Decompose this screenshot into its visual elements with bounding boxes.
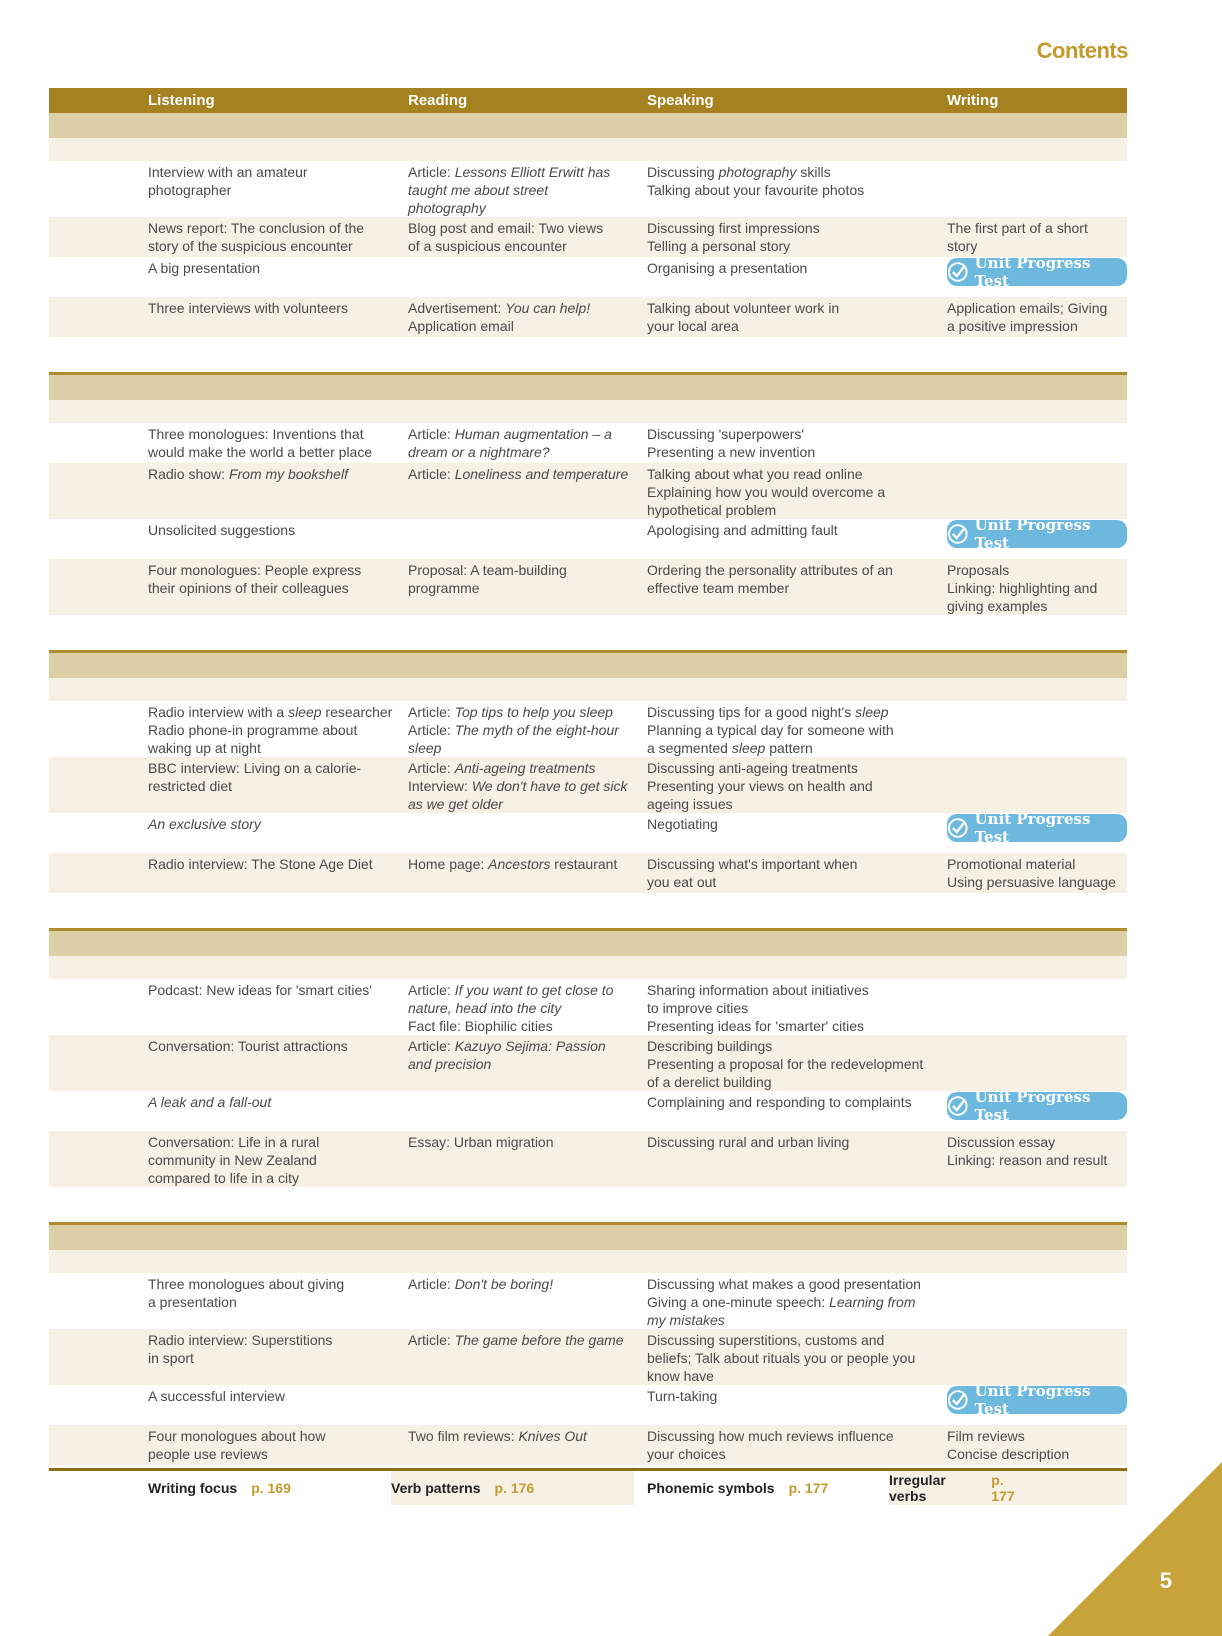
cell-line: Discussing rural and urban living: [647, 1134, 850, 1150]
cell-speaking: [647, 1133, 937, 1151]
cell-line: Discussing first impressions: [647, 220, 820, 236]
check-icon: [947, 1095, 969, 1117]
unit-spacer: [49, 615, 1127, 650]
footer-references: [49, 1468, 1127, 1505]
cell-line: Article: Lessons Elliott Erwitt has: [408, 164, 611, 180]
cell-listening: [148, 1387, 398, 1405]
cell-line: Discussing anti-ageing treatments: [647, 760, 858, 776]
cell-line: Blog post and email: Two views: [408, 220, 604, 236]
cell-line: compared to life in a city: [148, 1170, 299, 1186]
table-header: [49, 88, 1127, 113]
cell-line: Using persuasive language: [947, 874, 1116, 890]
cell-line: Talking about what you read online: [647, 466, 863, 482]
unit-subband: [49, 678, 1127, 701]
cell-line: you eat out: [647, 874, 717, 890]
table-row: [49, 1035, 1127, 1091]
footer-label: Writing focus: [148, 1480, 238, 1496]
check-icon: [947, 261, 969, 283]
cell-reading: [408, 425, 638, 461]
cell-line: Presenting a new invention: [647, 444, 816, 460]
table-row: [49, 853, 1127, 893]
unit-subband: [49, 956, 1127, 979]
table-row: [49, 1273, 1127, 1329]
header-speaking: Speaking: [647, 92, 714, 109]
table-row: [49, 1382, 1127, 1425]
cell-line: hypothetical problem: [647, 502, 777, 518]
cell-listening: [148, 259, 398, 277]
table-row: [49, 161, 1127, 217]
cell-line: Article: The game before the game: [408, 1332, 624, 1348]
check-icon: [947, 817, 969, 839]
cell-listening: [148, 703, 398, 757]
cell-line: of a derelict building: [647, 1074, 772, 1090]
table-row: [49, 1131, 1127, 1187]
cell-line: Radio show: From my bookshelf: [148, 466, 348, 482]
cell-speaking: [647, 1427, 937, 1463]
cell-line: Describing buildings: [647, 1038, 773, 1054]
cell-line: Discussing tips for a good night's sleep: [647, 704, 889, 720]
cell-speaking: [647, 759, 937, 813]
unit-band: [49, 372, 1127, 400]
cell-listening: [148, 521, 398, 539]
cell-line: Linking: highlighting and: [947, 580, 1098, 596]
cell-speaking: [647, 465, 937, 519]
cell-line: Article: Top tips to help you sleep: [408, 704, 613, 720]
table-row: [49, 217, 1127, 257]
cell-line: Podcast: New ideas for 'smart cities': [148, 982, 372, 998]
cell-line: Apologising and admitting fault: [647, 522, 838, 538]
cell-line: A successful interview: [148, 1388, 285, 1404]
cell-reading: [408, 1133, 638, 1151]
cell-line: Article: Loneliness and temperature: [408, 466, 629, 482]
unit-progress-test-badge[interactable]: [947, 810, 1127, 846]
page-number: 5: [1159, 1568, 1172, 1593]
cell-line: nature, head into the city: [408, 1000, 562, 1016]
table-row: [49, 423, 1127, 463]
header-writing: Writing: [947, 92, 999, 109]
units-container: [49, 113, 1127, 1465]
footer-label: Verb patterns: [391, 1480, 481, 1496]
cell-line: Discussing superstitions, customs and: [647, 1332, 885, 1348]
cell-line: your choices: [647, 1446, 726, 1462]
cell-line: Application emails; Giving: [947, 300, 1108, 316]
cell-line: Article: Kazuyo Sejima: Passion: [408, 1038, 606, 1054]
table-row: [49, 757, 1127, 813]
cell-listening: [148, 1133, 398, 1187]
cell-listening: [148, 759, 398, 795]
footer-page: p. 169: [251, 1480, 291, 1496]
cell-line: Presenting your views on health and: [647, 778, 873, 794]
cell-speaking: [647, 1387, 937, 1405]
unit-subband: [49, 138, 1127, 161]
table-row: [49, 559, 1127, 615]
cell-line: Presenting a proposal for the redevelopment: [647, 1056, 924, 1072]
badge-label: Unit Progress Test: [974, 1382, 1091, 1418]
cell-line: people use reviews: [148, 1446, 268, 1462]
cell-line: Article: If you want to get close to: [408, 982, 614, 998]
cell-line: Conversation: Life in a rural: [148, 1134, 320, 1150]
table-row: [49, 979, 1127, 1035]
cell-listening: [148, 163, 398, 199]
cell-writing: [947, 561, 1127, 615]
cell-line: Complaining and responding to complaints: [647, 1094, 912, 1110]
header-listening: Listening: [148, 92, 215, 109]
cell-reading: [408, 703, 638, 757]
table-row: [49, 701, 1127, 757]
footer-page: p. 177: [991, 1472, 1015, 1504]
table-row: [49, 516, 1127, 559]
unit-spacer: [49, 337, 1127, 372]
cell-line: taught me about street: [408, 182, 549, 198]
cell-line: Unsolicited suggestions: [148, 522, 296, 538]
unit-subband: [49, 1250, 1127, 1273]
cell-line: Planning a typical day for someone with: [647, 722, 894, 738]
cell-line: A big presentation: [148, 260, 261, 276]
cell-reading: [408, 855, 638, 873]
cell-line: photography: [408, 200, 486, 216]
cell-line: and precision: [408, 1056, 492, 1072]
cell-speaking: [647, 299, 937, 335]
check-icon: [947, 1389, 969, 1411]
cell-line: An exclusive story: [148, 816, 261, 832]
cell-line: News report: The conclusion of the: [148, 220, 365, 236]
unit-band: [49, 113, 1127, 138]
table-row: [49, 810, 1127, 853]
cell-line: BBC interview: Living on a calorie-: [148, 760, 362, 776]
cell-line: Discussing 'superpowers': [647, 426, 805, 442]
cell-line: A leak and a fall-out: [148, 1094, 272, 1110]
cell-speaking: [647, 815, 937, 833]
cell-line: giving examples: [947, 598, 1048, 614]
cell-line: Radio phone-in programme about: [148, 722, 358, 738]
cell-listening: [148, 465, 398, 483]
unit-spacer: [49, 1187, 1127, 1222]
cell-speaking: [647, 425, 937, 461]
cell-listening: [148, 561, 398, 597]
cell-listening: [148, 425, 398, 461]
cell-line: Interview with an amateur: [148, 164, 308, 180]
footer-ref[interactable]: [391, 1471, 634, 1505]
cell-speaking: [647, 981, 937, 1035]
cell-line: Sharing information about initiatives: [647, 982, 869, 998]
cell-speaking: [647, 1093, 937, 1111]
cell-line: Ordering the personality attributes of an: [647, 562, 893, 578]
cell-speaking: [647, 855, 937, 891]
unit-progress-test-badge[interactable]: [947, 1382, 1127, 1418]
cell-line: Radio interview with a sleep researcher: [148, 704, 393, 720]
cell-line: of a suspicious encounter: [408, 238, 567, 254]
cell-line: in sport: [148, 1350, 194, 1366]
cell-listening: [148, 815, 398, 833]
footer-label: Phonemic symbols: [647, 1480, 775, 1496]
table-row: [49, 297, 1127, 337]
cell-speaking: [647, 561, 937, 597]
cell-line: Four monologues: People express: [148, 562, 362, 578]
cell-reading: [408, 981, 638, 1035]
footer-page: p. 177: [788, 1480, 829, 1496]
cell-line: Linking: reason and result: [947, 1152, 1108, 1168]
cell-speaking: [647, 1275, 937, 1329]
cell-line: Home page: Ancestors restaurant: [408, 856, 618, 872]
cell-line: Discussing what's important when: [647, 856, 858, 872]
footer-ref[interactable]: [647, 1471, 828, 1505]
cell-speaking: [647, 163, 937, 199]
cell-listening: [148, 855, 398, 873]
cell-listening: [148, 219, 398, 255]
cell-reading: [408, 299, 638, 335]
cell-line: Talking about volunteer work in: [647, 300, 840, 316]
cell-line: waking up at night: [148, 740, 261, 756]
cell-reading: [408, 163, 638, 217]
cell-line: sleep: [408, 740, 442, 756]
check-icon: [947, 523, 969, 545]
cell-line: Article: The myth of the eight-hour: [408, 722, 619, 738]
cell-reading: [408, 1427, 638, 1445]
cell-writing: [947, 855, 1127, 891]
cell-listening: [148, 981, 398, 999]
cell-line: ageing issues: [647, 796, 733, 812]
unit-progress-test-badge[interactable]: [947, 1088, 1127, 1124]
contents-table: [49, 88, 1127, 1465]
cell-line: Article: Don't be boring!: [408, 1276, 554, 1292]
unit-band: [49, 1222, 1127, 1250]
footer-label: Irregular verbs: [889, 1472, 946, 1504]
cell-writing: [947, 219, 1127, 255]
footer-ref[interactable]: [148, 1471, 291, 1505]
cell-listening: [148, 1427, 398, 1463]
cell-line: as we get older: [408, 796, 503, 812]
cell-line: Discussing photography skills: [647, 164, 831, 180]
cell-speaking: [647, 703, 937, 757]
badge-label: Unit Progress Test: [974, 1088, 1091, 1124]
cell-writing: [947, 1427, 1127, 1463]
cell-line: Proposal: A team-building: [408, 562, 567, 578]
cell-line: The first part of a short: [947, 220, 1088, 236]
cell-listening: [148, 1037, 398, 1055]
cell-writing: [947, 299, 1127, 335]
cell-listening: [148, 1275, 398, 1311]
cell-line: story: [947, 238, 978, 254]
cell-line: my mistakes: [647, 1312, 725, 1328]
cell-line: Three interviews with volunteers: [148, 300, 348, 316]
cell-line: programme: [408, 580, 480, 596]
cell-line: Concise description: [947, 1446, 1070, 1462]
unit-progress-test-badge[interactable]: [947, 516, 1127, 552]
table-row: [49, 1425, 1127, 1465]
cell-line: Conversation: Tourist attractions: [148, 1038, 348, 1054]
corner-decoration: [1048, 1462, 1222, 1636]
cell-line: Negotiating: [647, 816, 718, 832]
table-row: [49, 1088, 1127, 1131]
cell-speaking: [647, 1037, 937, 1091]
footer-page: p. 176: [494, 1480, 535, 1496]
badge-label: Unit Progress Test: [974, 810, 1091, 846]
cell-line: Essay: Urban migration: [408, 1134, 554, 1150]
cell-line: Radio interview: Superstitions: [148, 1332, 333, 1348]
unit-band: [49, 928, 1127, 956]
cell-reading: [408, 759, 638, 813]
cell-listening: [148, 299, 398, 317]
table-row: [49, 463, 1127, 519]
cell-line: Explaining how you would overcome a: [647, 484, 886, 500]
cell-line: beliefs; Talk about rituals you or people you: [647, 1350, 916, 1366]
cell-line: story of the suspicious encounter: [148, 238, 353, 254]
cell-line: Presenting ideas for 'smarter' cities: [647, 1018, 864, 1034]
cell-speaking: [647, 521, 937, 539]
cell-speaking: [647, 219, 937, 255]
cell-line: know have: [647, 1368, 714, 1384]
table-row: [49, 254, 1127, 297]
cell-line: Article: Anti-ageing treatments: [408, 760, 596, 776]
cell-line: to improve cities: [647, 1000, 749, 1016]
cell-line: a presentation: [148, 1294, 237, 1310]
cell-line: photographer: [148, 182, 232, 198]
cell-line: Article: Human augmentation – a: [408, 426, 612, 442]
unit-spacer: [49, 893, 1127, 928]
cell-reading: [408, 1331, 638, 1349]
cell-line: would make the world a better place: [148, 444, 373, 460]
cell-speaking: [647, 259, 937, 277]
cell-line: Proposals: [947, 562, 1010, 578]
cell-reading: [408, 465, 638, 483]
cell-line: restricted diet: [148, 778, 233, 794]
cell-line: your local area: [647, 318, 739, 334]
cell-speaking: [647, 1331, 937, 1385]
cell-line: dream or a nightmare?: [408, 444, 550, 460]
unit-progress-test-badge[interactable]: [947, 254, 1127, 290]
cell-reading: [408, 1037, 638, 1073]
cell-listening: [148, 1331, 398, 1367]
cell-line: Giving a one-minute speech: Learning from: [647, 1294, 916, 1310]
cell-line: Organising a presentation: [647, 260, 808, 276]
cell-writing: [947, 1133, 1127, 1169]
cell-line: Turn-taking: [647, 1388, 718, 1404]
badge-label: Unit Progress Test: [974, 516, 1091, 552]
cell-line: Promotional material: [947, 856, 1076, 872]
cell-line: Discussing what makes a good presentation: [647, 1276, 921, 1292]
cell-line: Interview: We don't have to get sick: [408, 778, 628, 794]
cell-line: a segmented sleep pattern: [647, 740, 813, 756]
cell-line: Discussion essay: [947, 1134, 1056, 1150]
cell-line: Telling a personal story: [647, 238, 791, 254]
cell-line: Three monologues: Inventions that: [148, 426, 364, 442]
cell-line: Talking about your favourite photos: [647, 182, 865, 198]
cell-line: Discussing how much reviews influence: [647, 1428, 894, 1444]
cell-line: Three monologues about giving: [148, 1276, 345, 1292]
cell-line: a positive impression: [947, 318, 1078, 334]
cell-reading: [408, 561, 638, 597]
cell-line: Application email: [408, 318, 514, 334]
badge-label: Unit Progress Test: [974, 254, 1091, 290]
table-row: [49, 1329, 1127, 1385]
page-title: Contents: [1036, 38, 1128, 63]
cell-line: community in New Zealand: [148, 1152, 317, 1168]
cell-line: their opinions of their colleagues: [148, 580, 349, 596]
unit-band: [49, 650, 1127, 678]
cell-reading: [408, 1275, 638, 1293]
cell-listening: [148, 1093, 398, 1111]
unit-subband: [49, 400, 1127, 423]
cell-line: Film reviews: [947, 1428, 1025, 1444]
header-reading: Reading: [408, 92, 468, 109]
cell-line: Two film reviews: Knives Out: [408, 1428, 587, 1444]
cell-reading: [408, 219, 638, 255]
cell-line: Four monologues about how: [148, 1428, 326, 1444]
cell-line: Fact file: Biophilic cities: [408, 1018, 553, 1034]
cell-line: Advertisement: You can help!: [408, 300, 591, 316]
cell-line: effective team member: [647, 580, 790, 596]
cell-line: Radio interview: The Stone Age Diet: [148, 856, 373, 872]
